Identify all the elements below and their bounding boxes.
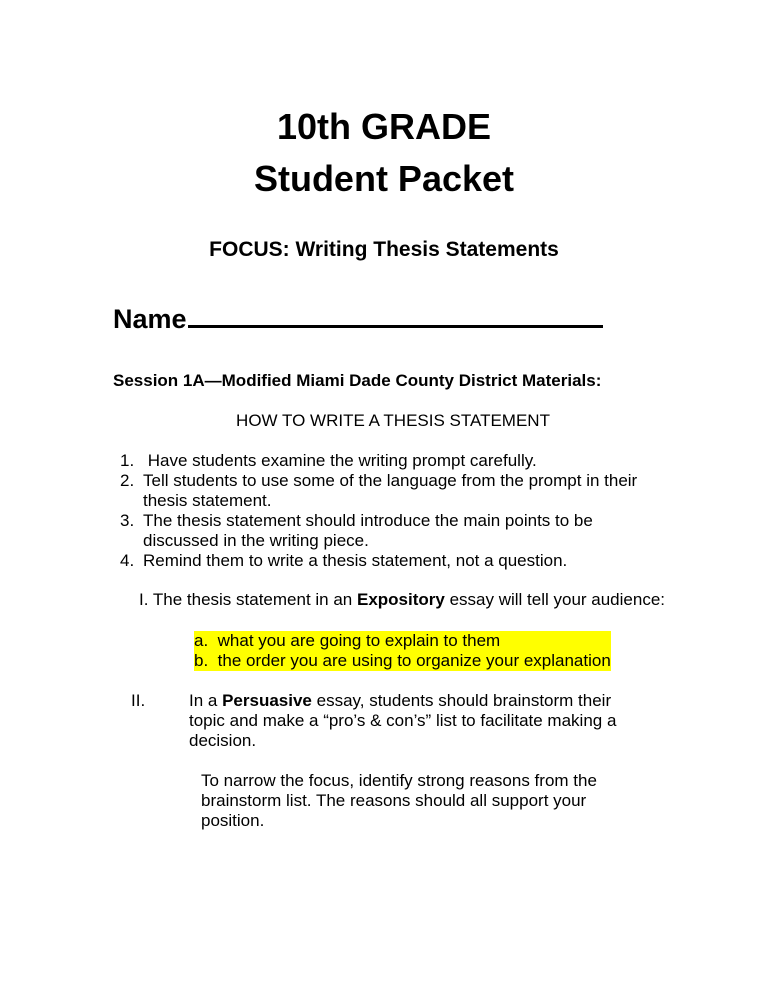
list-item (113, 451, 653, 471)
step-text: The thesis statement should introduce the main points to be discussed in the writing piece. (143, 511, 593, 550)
section-text-after: essay, students should brainstorm their topic and make a “pro’s & con’s” list to facilitate making a decision. (189, 691, 617, 750)
list-item (113, 471, 653, 511)
sub-item-text: the order you are using to organize your explanation (217, 651, 611, 670)
step-number: 2. (120, 471, 135, 490)
title-packet: Student Packet (253, 158, 515, 199)
name-label: Name (113, 304, 187, 334)
name-blank-line (188, 301, 603, 328)
expository-sub-list (194, 631, 611, 671)
step-number: 1. (120, 451, 135, 470)
section-expository (105, 590, 665, 610)
section-numeral: II. (131, 691, 146, 710)
sub-item-letter: b. (194, 651, 209, 670)
session-heading: Session 1A—Modified Miami Dade County District Materials: (113, 371, 602, 390)
section-numeral: I. (139, 590, 149, 609)
persuasive-subtext: To narrow the focus, identify strong reasons from the brainstorm list. The reasons should all support your position. (201, 771, 597, 830)
step-text: Tell students to use some of the language from the prompt in their thesis statement. (143, 471, 638, 510)
section-bold-term: Persuasive (222, 691, 312, 710)
section-text-before: The thesis statement in an (152, 590, 357, 609)
list-item (113, 511, 653, 551)
section-text-before: In a (189, 691, 223, 710)
title-grade: 10th GRADE (276, 106, 492, 147)
section-persuasive (189, 691, 649, 751)
step-number: 4. (120, 551, 135, 570)
list-item (194, 651, 611, 671)
section-bold-term: Expository (356, 590, 445, 609)
list-item (194, 631, 611, 651)
steps-list (113, 451, 653, 571)
sub-item-letter: a. (194, 631, 209, 650)
name-field (113, 301, 603, 335)
howto-subheading: HOW TO WRITE A THESIS STATEMENT (236, 411, 550, 430)
focus-heading: FOCUS: Writing Thesis Statements (209, 238, 559, 261)
step-number: 3. (120, 511, 135, 530)
step-text: Have students examine the writing prompt carefully. (143, 451, 537, 470)
step-text: Remind them to write a thesis statement, not a question. (143, 551, 568, 570)
section-text-after: essay will tell your audience: (444, 590, 666, 609)
sub-item-text: what you are going to explain to them (217, 631, 501, 650)
list-item (113, 551, 653, 571)
